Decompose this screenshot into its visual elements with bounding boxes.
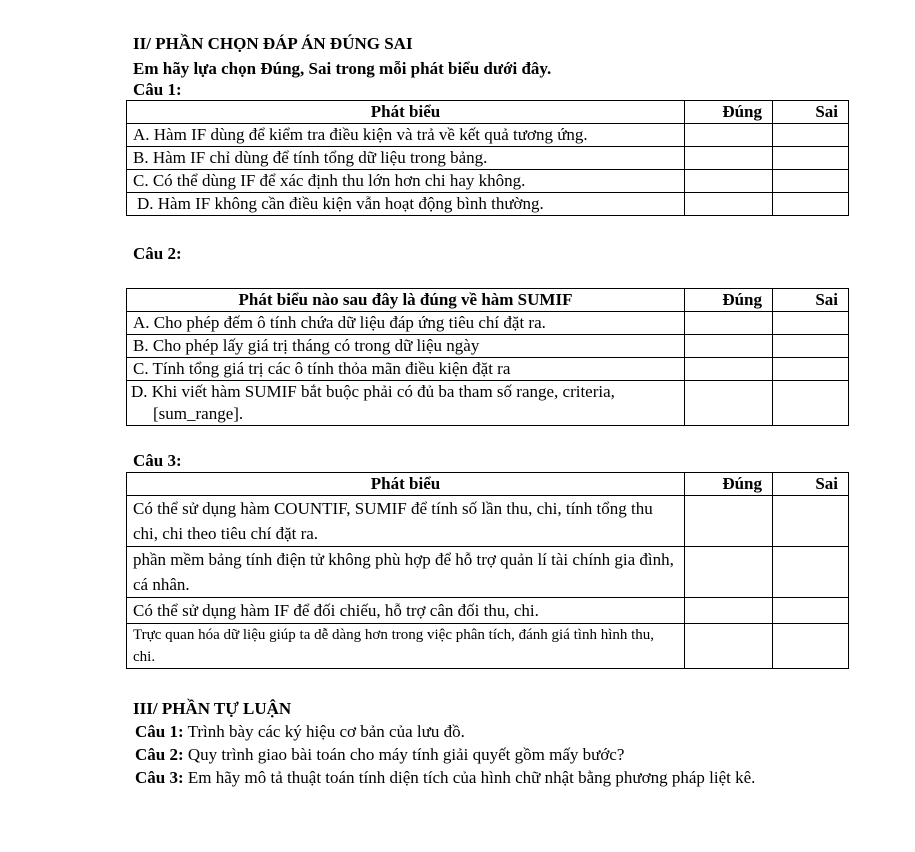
header-true: Đúng bbox=[685, 289, 773, 312]
table-row bbox=[127, 147, 849, 170]
essay-question-2 bbox=[135, 743, 835, 766]
statement-c: C. Có thể dùng IF để xác định thu lớn hơn chi hay không. bbox=[127, 170, 685, 193]
essay-question-text: Quy trình giao bài toán cho máy tính giải quyết gồm mấy bước? bbox=[183, 745, 625, 764]
false-answer-cell[interactable] bbox=[773, 312, 849, 335]
statement-b: B. Hàm IF chỉ dùng để tính tổng dữ liệu trong bảng. bbox=[127, 147, 685, 170]
true-answer-cell[interactable] bbox=[685, 496, 773, 547]
essay-question-text: Em hãy mô tả thuật toán tính diện tích của hình chữ nhật bằng phương pháp liệt kê. bbox=[183, 768, 756, 787]
true-answer-cell[interactable] bbox=[685, 335, 773, 358]
true-answer-cell[interactable] bbox=[685, 170, 773, 193]
essay-question-label: Câu 2: bbox=[135, 745, 184, 764]
statement-2: phần mềm bảng tính điện tử không phù hợp để hỗ trợ quản lí tài chính gia đình, cá nhân. bbox=[127, 547, 685, 598]
true-answer-cell[interactable] bbox=[685, 547, 773, 598]
table-row bbox=[127, 624, 849, 669]
true-answer-cell[interactable] bbox=[685, 124, 773, 147]
statement-a: A. Cho phép đếm ô tính chứa dữ liệu đáp ứng tiêu chí đặt ra. bbox=[127, 312, 685, 335]
table-row bbox=[127, 547, 849, 598]
false-answer-cell[interactable] bbox=[773, 496, 849, 547]
statement-1: Có thể sử dụng hàm COUNTIF, SUMIF để tính số lần thu, chi, tính tổng thu chi, chi theo tiêu chí đặt ra. bbox=[127, 496, 685, 547]
section-2-title: II/ PHẦN CHỌN ĐÁP ÁN ĐÚNG SAI bbox=[133, 34, 413, 53]
essay-question-3 bbox=[135, 766, 825, 789]
table-header-row bbox=[127, 289, 849, 312]
header-statement: Phát biểu nào sau đây là đúng về hàm SUMIF bbox=[127, 289, 685, 312]
table-header-row bbox=[127, 101, 849, 124]
header-false: Sai bbox=[773, 473, 849, 496]
statement-b: B. Cho phép lấy giá trị tháng có trong dữ liệu ngày bbox=[127, 335, 685, 358]
essay-question-label: Câu 3: bbox=[135, 768, 184, 787]
table-row bbox=[127, 124, 849, 147]
table-row bbox=[127, 381, 849, 426]
section-3-title: III/ PHẦN TỰ LUẬN bbox=[133, 699, 292, 718]
true-answer-cell[interactable] bbox=[685, 358, 773, 381]
table-row bbox=[127, 358, 849, 381]
true-answer-cell[interactable] bbox=[685, 598, 773, 624]
false-answer-cell[interactable] bbox=[773, 624, 849, 669]
true-answer-cell[interactable] bbox=[685, 147, 773, 170]
table-row bbox=[127, 335, 849, 358]
header-true: Đúng bbox=[685, 101, 773, 124]
statement-4: Trực quan hóa dữ liệu giúp ta dễ dàng hơn trong việc phân tích, đánh giá tình hình thu, chi. bbox=[127, 624, 685, 669]
table-row bbox=[127, 170, 849, 193]
question-3-label: Câu 3: bbox=[133, 451, 182, 470]
header-statement: Phát biểu bbox=[127, 473, 685, 496]
false-answer-cell[interactable] bbox=[773, 170, 849, 193]
question-1-label: Câu 1: bbox=[133, 80, 182, 99]
essay-question-list bbox=[135, 720, 835, 789]
question-3-table bbox=[126, 472, 849, 669]
header-true: Đúng bbox=[685, 473, 773, 496]
table-row bbox=[127, 496, 849, 547]
false-answer-cell[interactable] bbox=[773, 598, 849, 624]
false-answer-cell[interactable] bbox=[773, 124, 849, 147]
statement-c: C. Tính tổng giá trị các ô tính thỏa mãn điều kiện đặt ra bbox=[127, 358, 685, 381]
statement-d: D. Khi viết hàm SUMIF bắt buộc phải có đủ ba tham số range, criteria, [sum_range]. bbox=[127, 381, 685, 426]
true-answer-cell[interactable] bbox=[685, 381, 773, 426]
essay-question-text: Trình bày các ký hiệu cơ bản của lưu đồ. bbox=[183, 722, 465, 741]
essay-question-1 bbox=[135, 720, 835, 743]
false-answer-cell[interactable] bbox=[773, 381, 849, 426]
false-answer-cell[interactable] bbox=[773, 335, 849, 358]
question-1-table bbox=[126, 100, 849, 216]
statement-d: D. Hàm IF không cần điều kiện vẫn hoạt động bình thường. bbox=[127, 193, 685, 216]
false-answer-cell[interactable] bbox=[773, 547, 849, 598]
false-answer-cell[interactable] bbox=[773, 147, 849, 170]
essay-question-label: Câu 1: bbox=[135, 722, 184, 741]
table-row bbox=[127, 598, 849, 624]
header-false: Sai bbox=[773, 289, 849, 312]
table-row bbox=[127, 312, 849, 335]
table-row bbox=[127, 193, 849, 216]
false-answer-cell[interactable] bbox=[773, 193, 849, 216]
true-answer-cell[interactable] bbox=[685, 193, 773, 216]
true-answer-cell[interactable] bbox=[685, 312, 773, 335]
false-answer-cell[interactable] bbox=[773, 358, 849, 381]
statement-3: Có thể sử dụng hàm IF để đối chiếu, hỗ trợ cân đối thu, chi. bbox=[127, 598, 685, 624]
statement-a: A. Hàm IF dùng để kiểm tra điều kiện và trả về kết quả tương ứng. bbox=[127, 124, 685, 147]
table-header-row bbox=[127, 473, 849, 496]
question-2-table bbox=[126, 288, 849, 426]
true-answer-cell[interactable] bbox=[685, 624, 773, 669]
header-false: Sai bbox=[773, 101, 849, 124]
section-2-instruction: Em hãy lựa chọn Đúng, Sai trong mỗi phát biểu dưới đây. bbox=[133, 59, 552, 78]
question-2-label: Câu 2: bbox=[133, 244, 182, 263]
header-statement: Phát biểu bbox=[127, 101, 685, 124]
